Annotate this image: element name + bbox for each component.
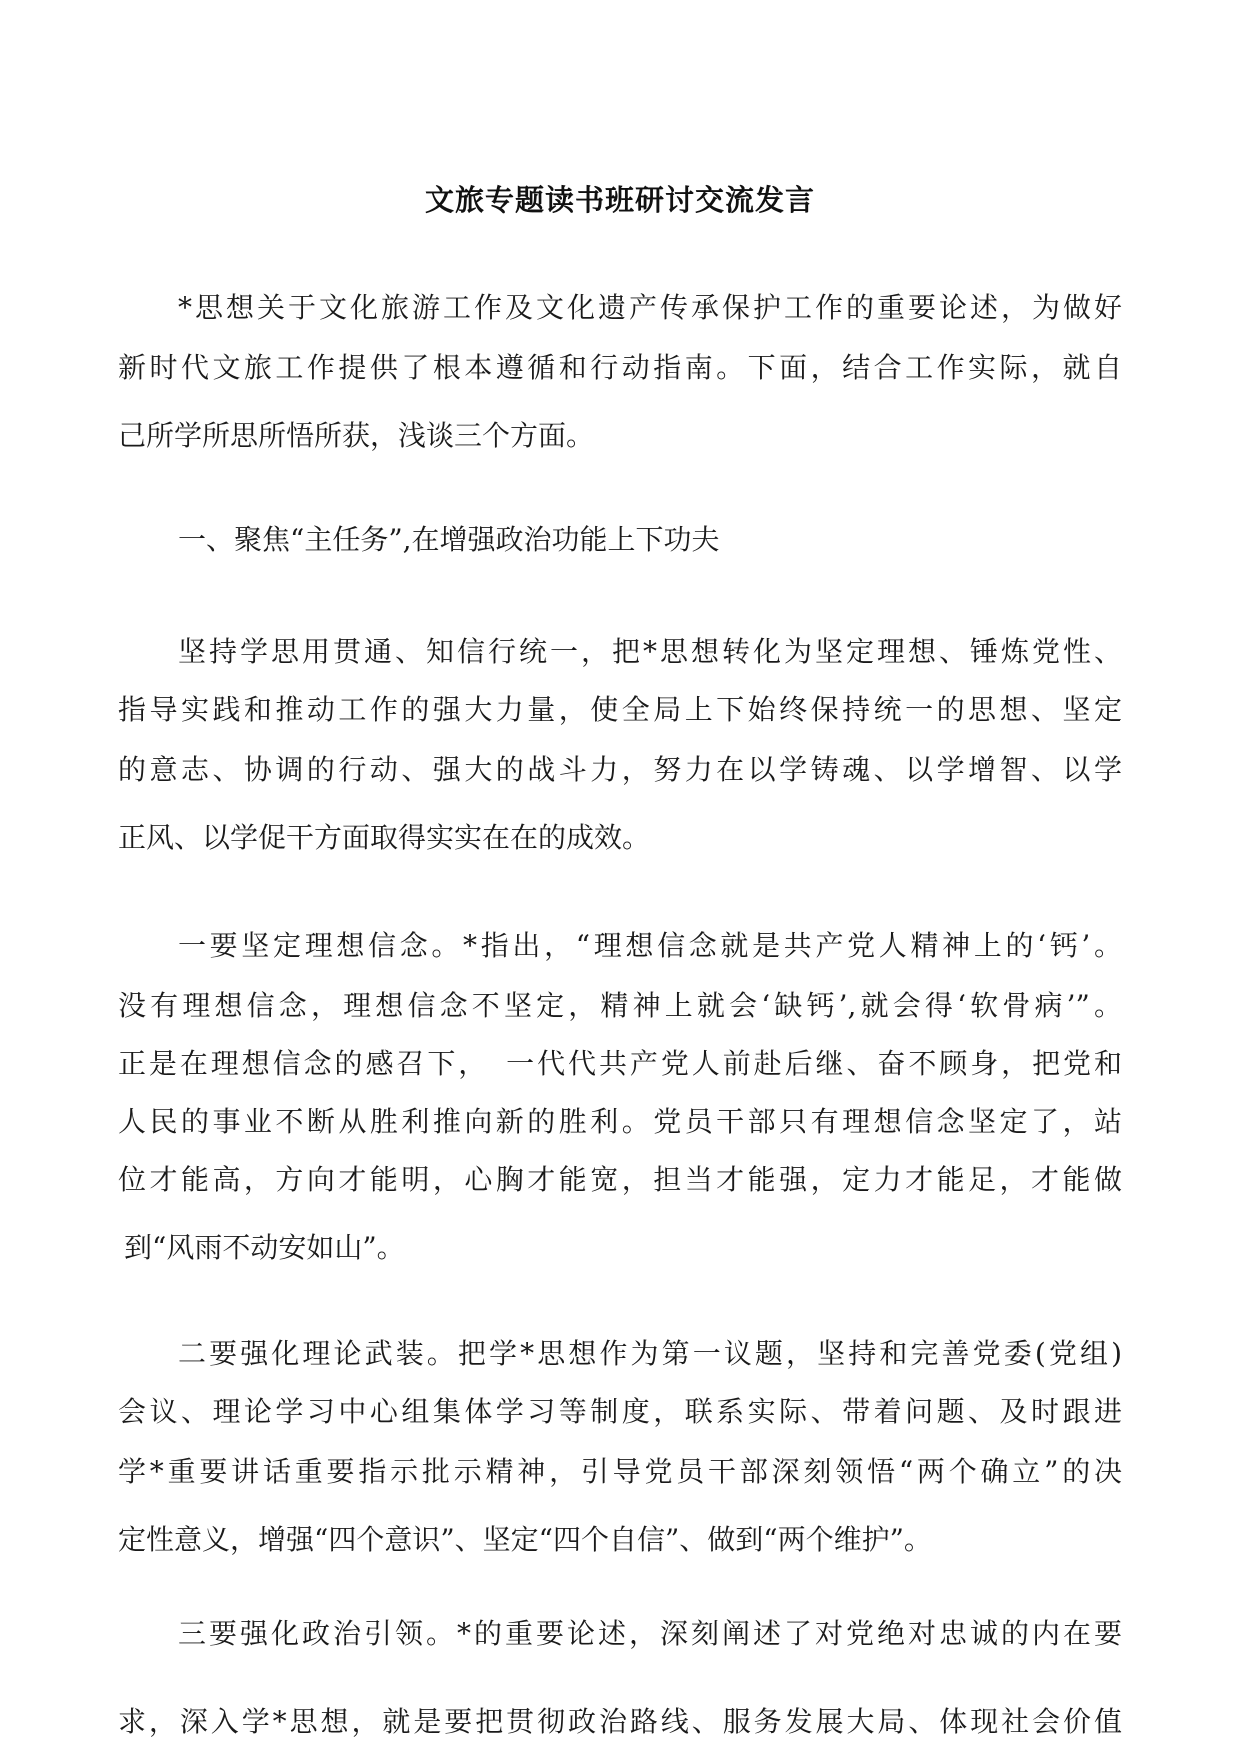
paragraph-line: 到“风雨不动安如山”。: [124, 1231, 405, 1264]
paragraph-line: 正风、以学促干方面取得实实在在的成效。: [118, 821, 651, 854]
section-heading: 一、聚焦“主任务”,在增强政治功能上下功夫: [178, 523, 720, 556]
paragraph-line: 会议、理论学习中心组集体学习等制度，联系实际、带着问题、及时跟进: [118, 1395, 1122, 1428]
paragraph-line: 求，深入学*思想，就是要把贯彻政治路线、服务发展大局、体现社会价值: [118, 1705, 1122, 1738]
paragraph-line: 新时代文旅工作提供了根本遵循和行动指南。下面，结合工作实际，就自: [118, 351, 1122, 384]
paragraph-line: 二要强化理论武装。把学*思想作为第一议题，坚持和完善党委(党组): [178, 1337, 1122, 1370]
document-title: 文旅专题读书班研讨交流发言: [424, 183, 815, 217]
paragraph-line: 学*重要讲话重要指示批示精神，引导党员干部深刻领悟“两个确立”的决: [118, 1455, 1122, 1488]
paragraph-line: 己所学所思所悟所获，浅谈三个方面。: [118, 419, 595, 452]
paragraph-line: 坚持学思用贯通、知信行统一，把*思想转化为坚定理想、锤炼党性、: [178, 635, 1122, 668]
paragraph-line: 正是在理想信念的感召下， 一代代共产党人前赴后继、奋不顾身，把党和: [118, 1047, 1122, 1080]
paragraph-line: 一要坚定理想信念。*指出，“理想信念就是共产党人精神上的‘钙’。: [178, 929, 1122, 962]
paragraph-line: 定性意义，增强“四个意识”、坚定“四个自信”、做到“两个维护”。: [118, 1523, 932, 1556]
paragraph-line: 没有理想信念，理想信念不坚定，精神上就会‘缺钙’,就会得‘软骨病’”。: [118, 989, 1122, 1022]
paragraph-line: 指导实践和推动工作的强大力量，使全局上下始终保持统一的思想、坚定: [118, 693, 1122, 726]
paragraph-line: 人民的事业不断从胜利推向新的胜利。党员干部只有理想信念坚定了，站: [118, 1105, 1122, 1138]
paragraph-line: *思想关于文化旅游工作及文化遗产传承保护工作的重要论述，为做好: [178, 291, 1122, 324]
paragraph-line: 三要强化政治引领。*的重要论述，深刻阐述了对党绝对忠诚的内在要: [178, 1617, 1122, 1650]
paragraph-line: 的意志、协调的行动、强大的战斗力，努力在以学铸魂、以学增智、以学: [118, 753, 1122, 786]
paragraph-line: 位才能高，方向才能明，心胸才能宽，担当才能强，定力才能足，才能做: [118, 1163, 1122, 1196]
